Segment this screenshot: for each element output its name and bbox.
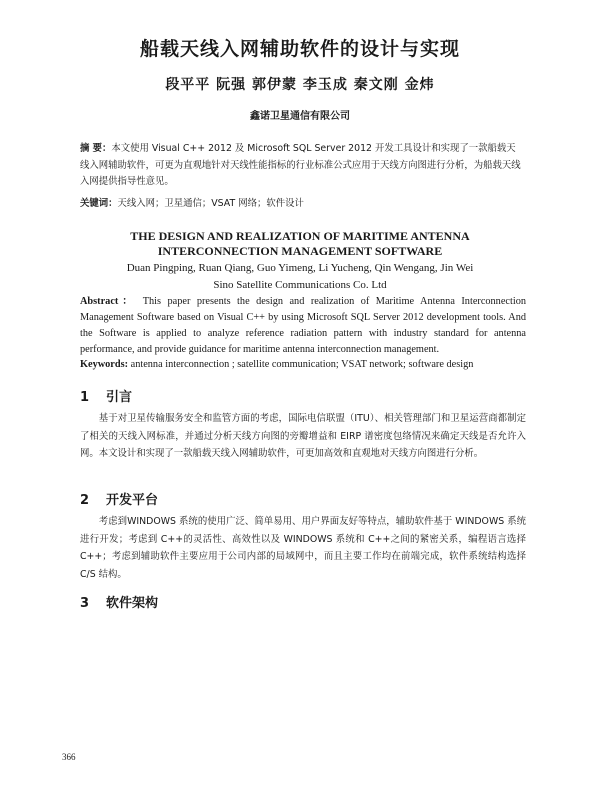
section-heading-2	[80, 489, 158, 508]
paper-title-cn: 船载天线入网辅助软件的设计与实现	[139, 38, 460, 60]
section-body-2: 考虑到WINDOWS 系统的使用广泛、简单易用、用户界面友好等特点，辅助软件基于 WINDOWS 系统进行开发；考虑到 C++的灵活性、高效性以及 WINDOWS 系统和 C++之间的紧密关系，编程语言选择 C++；考虑到辅助软件主要应用于公司内部的局域网中，而且主要工作均在前端完成，软件系统结构选择 C/S 结构。	[80, 516, 526, 580]
section-title: 引言	[106, 390, 133, 405]
keywords-cn-text: 天线入网；卫星通信；VSAT 网络；软件设计	[117, 198, 304, 209]
keywords-cn-label: 关键词：	[80, 198, 118, 209]
page-number: 366	[62, 752, 76, 762]
keywords-en-label: Keywords:	[80, 359, 129, 370]
keywords-en	[80, 357, 526, 372]
affiliation-cn: 鑫诺卫星通信有限公司	[250, 111, 350, 122]
keywords-cn	[80, 196, 524, 213]
section-title: 开发平台	[106, 493, 159, 508]
authors-cn: 段平平 阮强 郭伊蒙 李玉成 秦文刚 金炜	[165, 77, 435, 93]
section-title: 软件架构	[106, 596, 159, 611]
section-number: 3	[80, 596, 90, 611]
paper-title-en: THE DESIGN AND REALIZATION OF MARITIME ANTENNA INTERCONNECTION MANAGEMENT SOFTWARE	[130, 229, 470, 258]
authors-en: Duan Pingping, Ruan Qiang, Guo Yimeng, Li Yucheng, Qin Wengang, Jin Wei	[126, 262, 474, 274]
abstract-en-text: This paper presents the design and realization of Maritime Antenna Interconnection Management Software based on Visual C++ by using Microsoft SQL Server 2012 development tools. And the Software is applied to analyze reference radiation pattern with industry standard for antenna performance, and provide guidance for maritime antenna interconnection management.	[80, 296, 526, 355]
abstract-cn	[80, 141, 524, 191]
affiliation-en: Sino Satellite Communications Co. Ltd	[213, 279, 387, 291]
section-heading-1	[80, 386, 132, 405]
section-body-1: 基于对卫星传输服务安全和监管方面的考虑，国际电信联盟（ITU）、相关管理部门和卫星运营商都制定了相关的天线入网标准，并通过分析天线方向图的旁瓣增益和 EIRP 谱密度包络情况来确定天线是否允许入网。本文设计和实现了一款船载天线入网辅助软件，可更加高效和直观地对天线方向图进行分析。	[80, 413, 526, 459]
keywords-en-text: antenna interconnection ; satellite communication; VSAT network; software design	[130, 359, 474, 370]
abstract-en	[80, 294, 526, 358]
abstract-cn-text: 本文使用 Visual C++ 2012 及 Microsoft SQL Server 2012 开发工具设计和实现了一款船载天线入网辅助软件，可更为直观地针对天线性能指标的行业标准公式应用于天线方向图进行分析，为船载天线入网提供指导性意见。	[80, 143, 521, 187]
abstract-cn-label: 摘 要：	[80, 143, 112, 154]
section-number: 2	[80, 493, 90, 508]
section-heading-3	[80, 592, 158, 611]
section-number: 1	[80, 390, 90, 405]
abstract-en-label: Abstract：	[80, 296, 137, 307]
